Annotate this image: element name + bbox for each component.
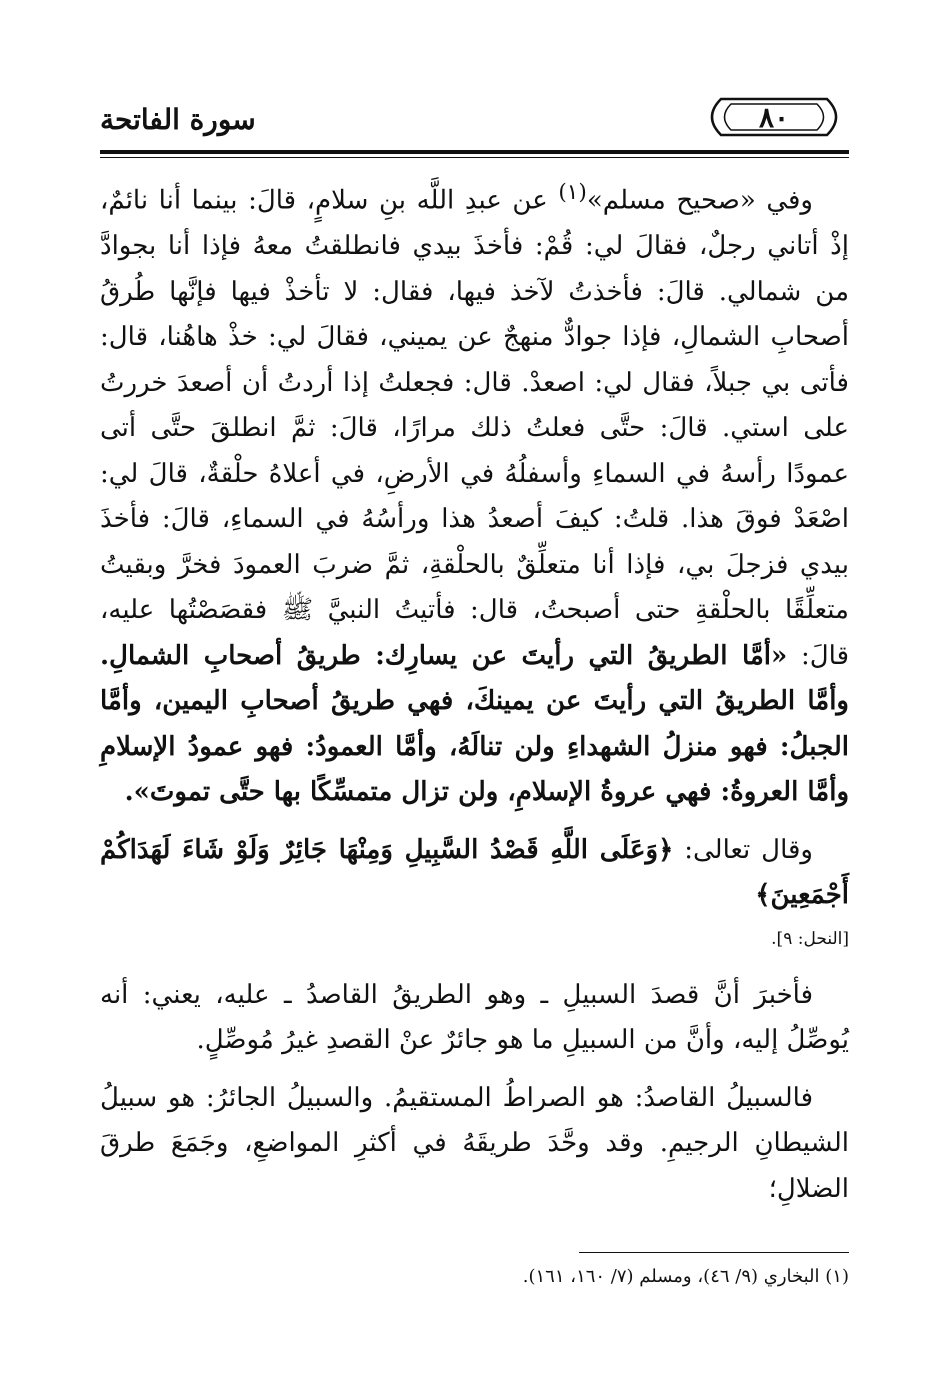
running-title: سورة الفاتحة [100,103,256,136]
page-header [100,95,849,155]
quran-verse: ﴿وَعَلَى اللَّهِ قَصْدُ السَّبِيلِ وَمِنْهَا جَائِرٌ وَلَوْ شَاءَ لَهَدَاكُمْ أَجْمَعِينَ﴾ [100,834,849,911]
main-text [100,170,849,1212]
header-rule-thick [100,150,849,154]
footnote-reference: (١) [558,180,587,205]
hadith-quote: «أمَّا الطريقُ التي رأيتَ عن يسارِك: طريقُ أصحابِ الشمالِ. وأمَّا الطريقُ التي رأيتَ عن يمينكَ، فهي طريقُ أصحابِ اليمين، وأمَّا الجبلُ: فهو منزلُ الشهداءِ ولن تنالَهُ، وأمَّا العمودُ: فهو عمودُ الإسلامِ وأمَّا العروةُ: فهي عروةُ الإسلامِ، ولن تزال متمسِّكًا بها حتَّى تموتَ». [100,640,849,808]
paragraph-hadith [100,170,849,816]
paragraph-intro: وفي «صحيح مسلم» [586,185,813,216]
footnote-rule [579,1252,849,1253]
quran-intro: وقال تعالى: [673,834,813,865]
header-rule-thin [100,157,849,158]
paragraph-explanation: فأخبرَ أنَّ قصدَ السبيلِ ـ وهو الطريقُ القاصدُ ـ عليه، يعني: أنه يُوصِّلُ إليه، وأنَّ من السبيلِ ما هو جائرٌ عنْ القصدِ غيرُ مُوصِّلٍ. [100,979,849,1056]
page-number-badge [699,95,849,139]
page-number: ٨٠ [758,101,790,134]
footnote: (١) البخاري (٩/ ٤٦)، ومسلم (٧/ ١٦٠، ١٦١). [522,1266,849,1287]
verse-citation: [النحل: ٩]. [771,928,849,949]
paragraph-path: فالسبيلُ القاصدُ: هو الصراطُ المستقيمُ. والسبيلُ الجائرُ: هو سبيلُ الشيطانِ الرجيمِ. وقد وحَّدَ طريقَهُ في أكثرِ المواضعِ، وجَمَعَ طرقَ الضلالِ؛ [100,1082,849,1204]
paragraph-text: عن عبدِ اللَّه بنِ سلامٍ، قالَ: بينما أنا نائمٌ، إذْ أتاني رجلٌ، فقالَ لي: قُمْ: فأخذَ بيدي فانطلقتُ معهُ فإذا أنا بجوادَّ من شمالي. قالَ: فأخذتُ لآخذ فيها، فقال: لا تأخذْ فيها فإنَّها طُرقُ أصحابِ الشمالِ، فإذا جوادٌّ منهجٌ عن يميني، فقالَ لي: خذْ هاهُنا، قال: فأتى بي جبلاً، فقال لي: اصعدْ. قال: فجعلتُ إذا أردتُ أن أصعدَ خررتُ على استي. قالَ: حتَّى فعلتُ ذلك مرارًا، قالَ: ثمَّ انطلقَ حتَّى أتى عمودًا رأسهُ في السماءِ وأسفلُهُ في الأرضِ، في أعلاهُ حلْقةٌ، قالَ لي: اصْعَدْ فوقَ هذا. قلتُ: كيفَ أصعدُ هذا ورأسُهُ في السماءِ، قالَ: فأخذَ بيدي فزجلَ بي، فإذا أنا متعلِّقٌ بالحلْقةِ، ثمَّ ضربَ العمودَ فخرَّ وبقيتُ متعلِّقًا بالحلْقةِ حتى أصبحتُ، قال: فأتيتُ النبيَّ ﷺ فقصَصْتُها عليه، قالَ: [100,185,850,671]
paragraph-quran [100,828,849,919]
